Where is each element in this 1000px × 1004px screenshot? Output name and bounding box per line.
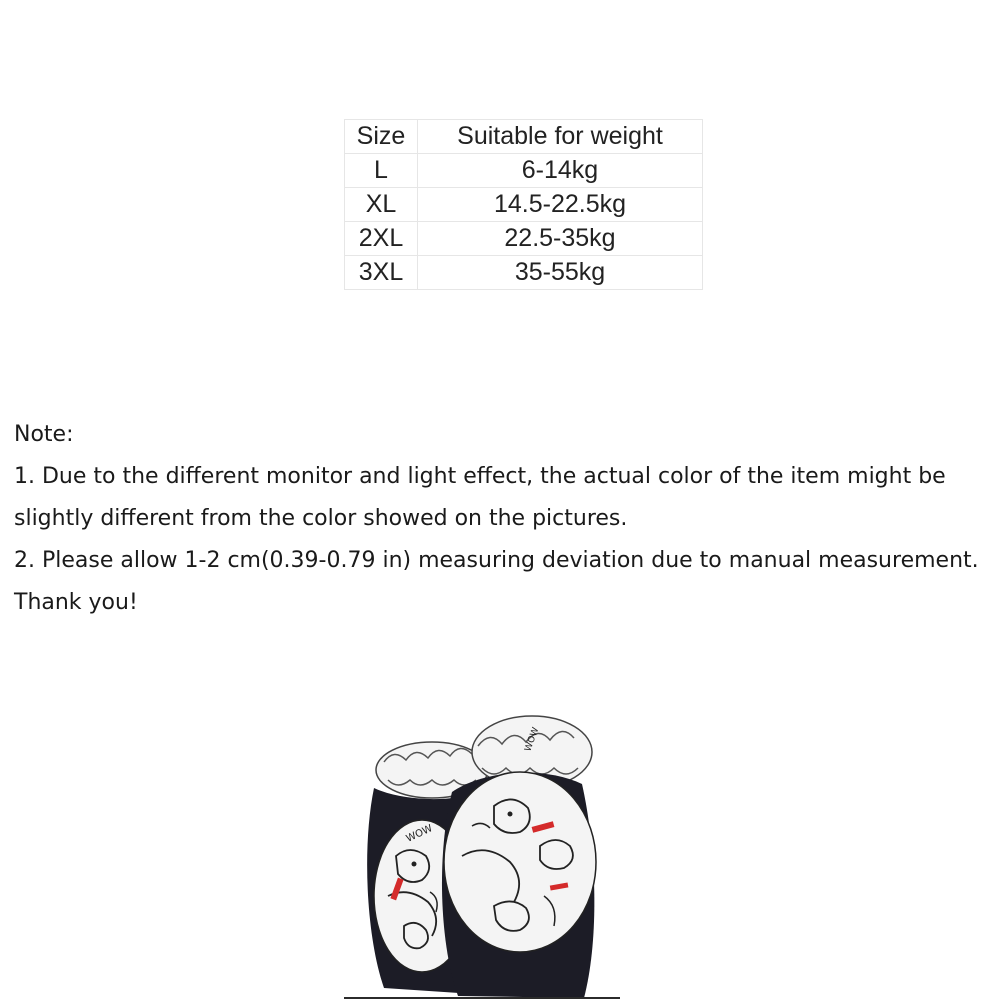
image-underline	[344, 997, 620, 999]
size-cell: 3XL	[345, 256, 418, 290]
weight-cell: 22.5-35kg	[418, 222, 703, 256]
table-row	[345, 154, 703, 188]
note-item-2: 2. Please allow 1-2 cm(0.39-0.79 in) measuring deviation due to manual measurement.	[14, 548, 979, 573]
size-cell: L	[345, 154, 418, 188]
size-cell: XL	[345, 188, 418, 222]
dog-boots-illustration	[344, 706, 620, 1000]
header-size: Size	[345, 120, 418, 154]
header-weight: Suitable for weight	[418, 120, 703, 154]
table-row	[345, 188, 703, 222]
note-item-1: 1. Due to the different monitor and light effect, the actual color of the item might be slightly different from the color showed on the pictures.	[14, 464, 946, 531]
weight-cell: 6-14kg	[418, 154, 703, 188]
table-row	[345, 222, 703, 256]
note-heading: Note:	[14, 422, 74, 447]
front-boot-print	[444, 772, 596, 952]
product-photo	[344, 706, 620, 1000]
table-header-row	[345, 120, 703, 154]
table-row	[345, 256, 703, 290]
weight-cell: 35-55kg	[418, 256, 703, 290]
note-closing: Thank you!	[14, 590, 138, 615]
note-section	[14, 414, 1000, 624]
back-print-text: WOW	[404, 823, 435, 845]
size-cell: 2XL	[345, 222, 418, 256]
weight-cell: 14.5-22.5kg	[418, 188, 703, 222]
size-chart-table	[344, 119, 703, 290]
cuff-print-text: WOW	[523, 726, 542, 754]
